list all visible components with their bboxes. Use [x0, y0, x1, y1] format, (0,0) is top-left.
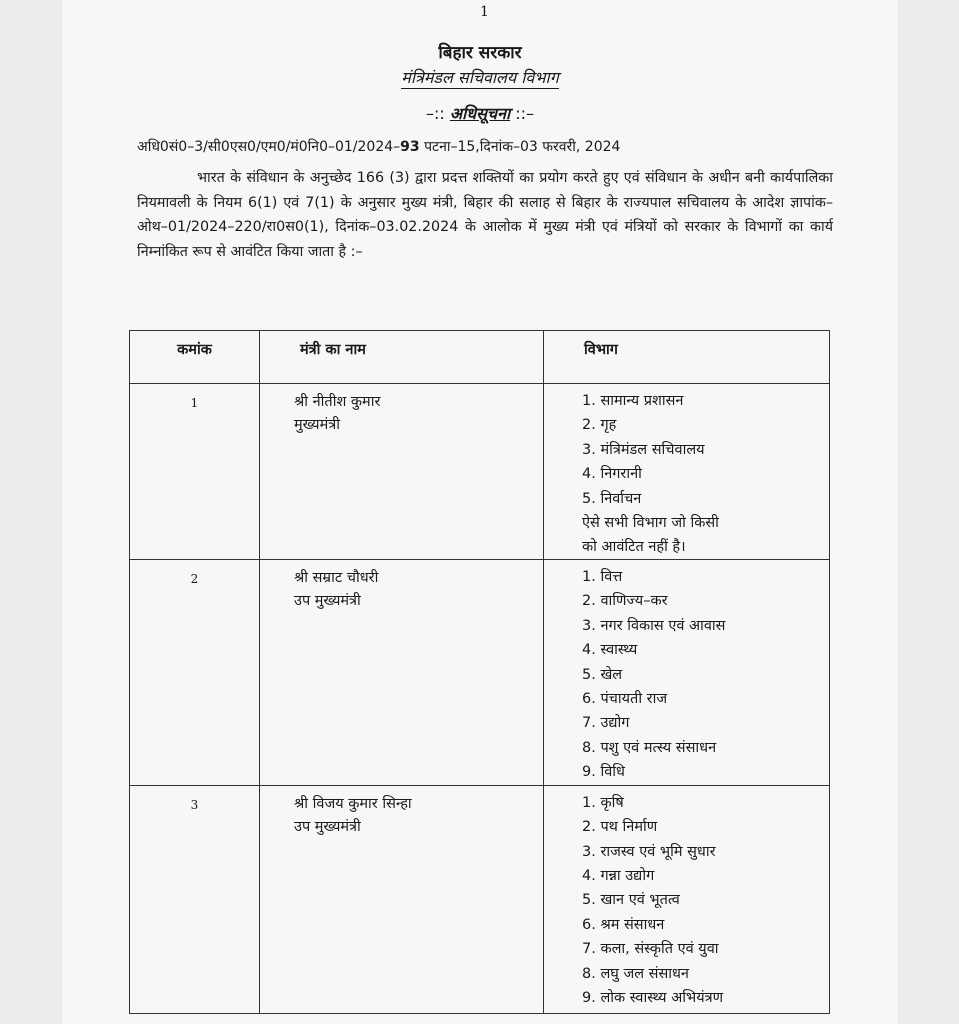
- allocation-table: [129, 330, 830, 1014]
- list-item: 5. खान एवं भूतत्व: [582, 892, 680, 909]
- list-item: 8. लघु जल संसाधन: [582, 965, 689, 982]
- notification-suffix: ::–: [510, 104, 534, 123]
- unallocated-note-line1: ऐसे सभी विभाग जो किसी: [582, 515, 719, 532]
- list-item: 3. राजस्व एवं भूमि सुधार: [582, 843, 716, 860]
- reference-line: [137, 137, 620, 156]
- list-item: 9. लोक स्वास्थ्य अभियंत्रण: [582, 989, 724, 1006]
- serial-number: 3: [130, 785, 260, 1013]
- list-item: 8. पशु एवं मत्स्य संसाधन: [582, 739, 717, 756]
- minister-designation: उप मुख्यमंत्री: [294, 593, 361, 610]
- table-row: [130, 785, 830, 1013]
- serial-number: 2: [130, 560, 260, 786]
- table-row: [130, 560, 830, 786]
- minister-name: श्री नीतीश कुमार: [294, 394, 381, 410]
- department-cell: [544, 560, 830, 786]
- reference-place-date: पटना–15,दिनांक–03 फरवरी, 2024: [419, 139, 621, 155]
- table-row: [130, 384, 830, 560]
- list-item: 2. गृह: [582, 417, 617, 434]
- list-item: 5. निर्वाचन: [582, 490, 642, 507]
- list-item: 1. सामान्य प्रशासन: [582, 393, 684, 409]
- department-cell: [544, 384, 830, 560]
- minister-name: श्री सम्राट चौधरी: [294, 570, 379, 587]
- reference-number: अधि0सं0–3/सी0एस0/एम0/मं0नि0–01/2024–: [137, 139, 401, 155]
- unallocated-note-line2: को आवंटित नहीं है।: [582, 539, 686, 556]
- notification-title: अधिसूचना: [449, 104, 511, 123]
- minister-designation: मुख्यमंत्री: [294, 417, 340, 433]
- header-department: विभाग: [544, 331, 830, 384]
- department-list: [582, 791, 829, 1011]
- page-number: 1: [480, 4, 489, 20]
- serial-number: 1: [130, 384, 260, 560]
- list-item: 3. नगर विकास एवं आवास: [582, 617, 726, 634]
- department-list: [582, 565, 829, 785]
- minister-name: श्री विजय कुमार सिन्हा: [294, 795, 412, 812]
- list-item: 2. पथ निर्माण: [582, 819, 658, 836]
- minister-cell: [260, 785, 544, 1013]
- list-item: 7. उद्योग: [582, 715, 630, 732]
- department-heading: [62, 66, 898, 88]
- notification-prefix: –::: [426, 104, 450, 123]
- minister-designation: उप मुख्यमंत्री: [294, 818, 361, 835]
- list-item: 2. वाणिज्य–कर: [582, 593, 668, 610]
- list-item: 6. पंचायती राज: [582, 691, 668, 708]
- list-item: 1. वित्त: [582, 569, 623, 586]
- list-item: 4. गन्ना उद्योग: [582, 867, 655, 884]
- list-item: 4. निगरानी: [582, 466, 642, 483]
- list-item: 7. कला, संस्कृति एवं युवा: [582, 941, 719, 958]
- department-cell: [544, 785, 830, 1013]
- list-item: 9. विधि: [582, 764, 625, 781]
- list-item: 4. स्वास्थ्य: [582, 642, 638, 659]
- list-item: 5. खेल: [582, 666, 623, 683]
- list-item: 6. श्रम संसाधन: [582, 916, 665, 933]
- list-item: 3. मंत्रिमंडल सचिवालय: [582, 441, 705, 458]
- notification-paragraph: भारत के संविधान के अनुच्छेद 166 (3) द्वारा प्रदत्त शक्तियों का प्रयोग करते हुए एवं संविधान के अधीन बनी कार्यपालिका नियमावली के नियम 6(1) एवं 7(1) के अनुसार मुख्य मंत्री, बिहार की सलाह से बिहार के राज्यपाल सचिवालय के आदेश ज्ञापांक–ओथ–01/2024–220/रा0स0(1), दिनांक–03.02.2024 के आलोक में मुख्य मंत्री एवं मंत्रियों को सरकार के विभागों का कार्य निम्नांकित रूप से आवंटित किया जाता है :–: [137, 170, 833, 260]
- document-page: [62, 0, 898, 1024]
- minister-cell: [260, 560, 544, 786]
- header-minister-name: मंत्री का नाम: [260, 331, 544, 384]
- minister-cell: [260, 384, 544, 560]
- notification-heading: [62, 102, 898, 124]
- government-heading: बिहार सरकार: [438, 43, 522, 63]
- department-name: मंत्रिमंडल सचिवालय विभाग: [401, 68, 559, 87]
- reference-number-bold: 93: [400, 139, 420, 155]
- header-serial: कमांक: [130, 331, 260, 384]
- department-list: [582, 389, 829, 511]
- list-item: 1. कृषि: [582, 794, 624, 811]
- table-header-row: [130, 331, 830, 384]
